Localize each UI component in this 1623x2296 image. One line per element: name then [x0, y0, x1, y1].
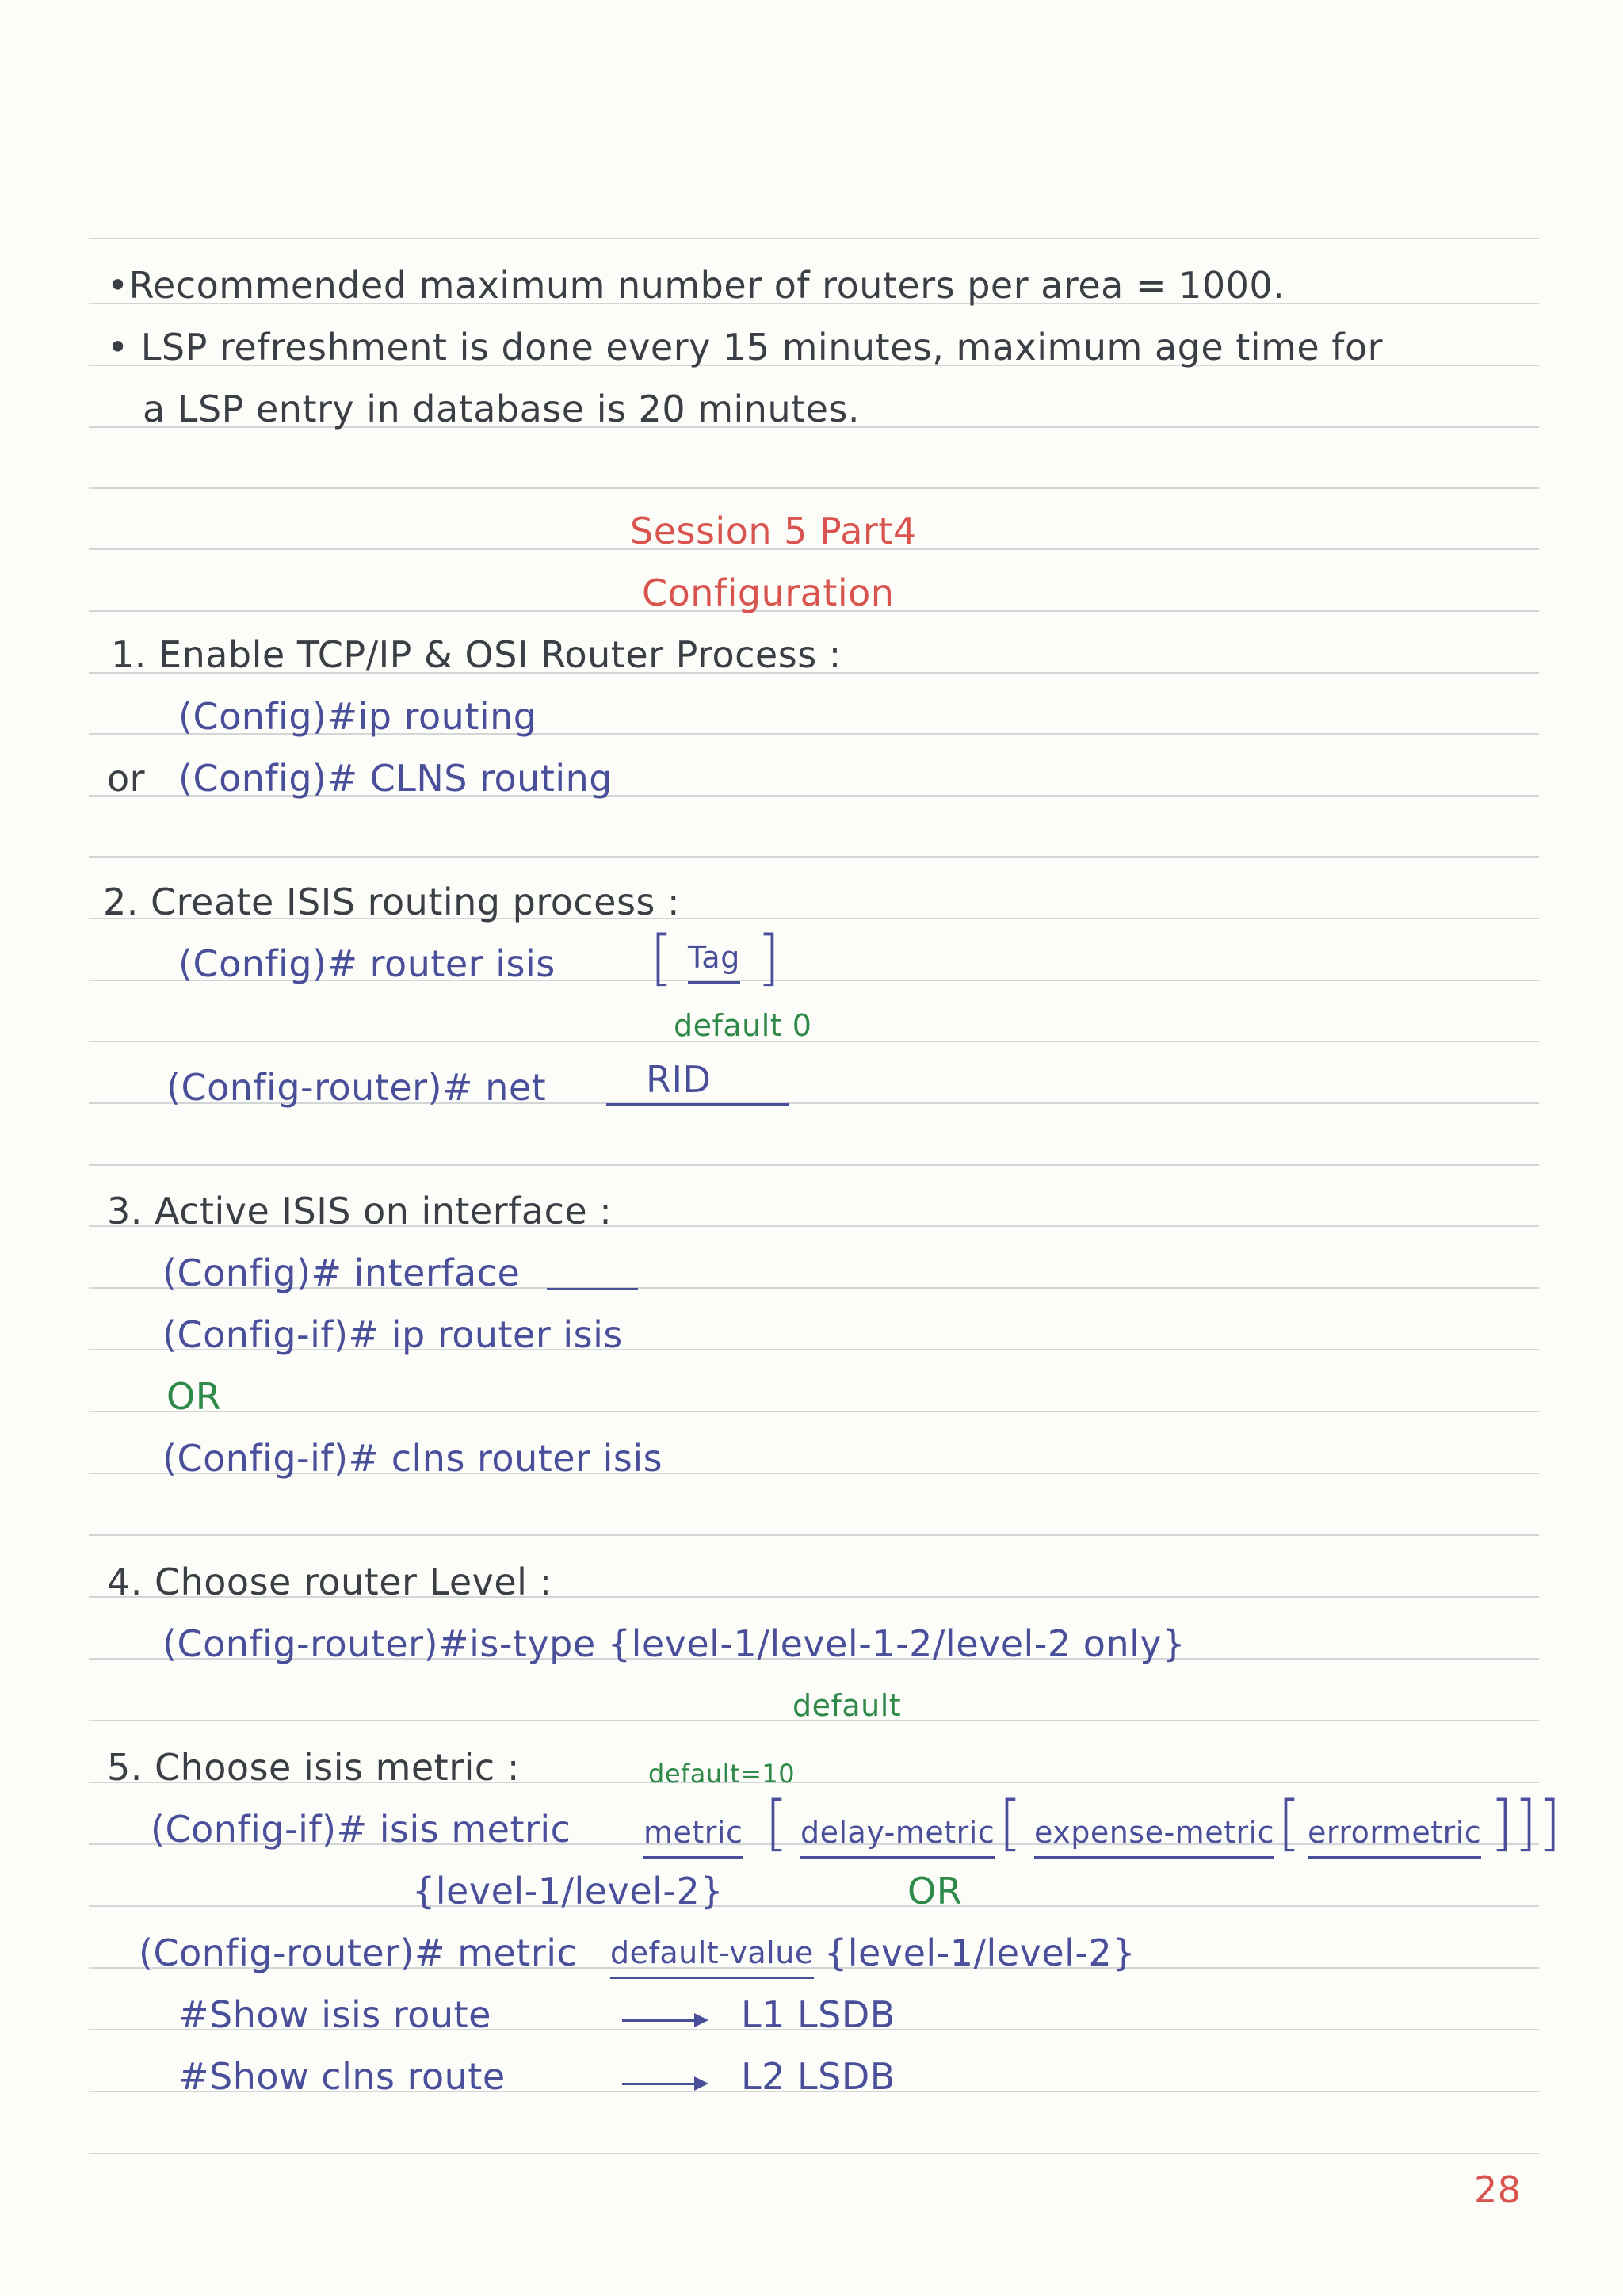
- step-3-clns-router-isis-cmd: (Config-if)# clns router isis: [162, 1437, 663, 1480]
- step-2-net-cmd: (Config-router)# net: [166, 1066, 547, 1109]
- step-3-interface-cmd: (Config)# interface: [162, 1251, 521, 1294]
- step-2-router-isis-cmd: (Config)# router isis: [178, 942, 556, 985]
- tag-label: Tag: [688, 935, 740, 984]
- interface-blank: [547, 1288, 638, 1290]
- arrow-line: [622, 2019, 697, 2022]
- step-1-or-label: or: [107, 757, 146, 800]
- step-1-title: 1. Enable TCP/IP & OSI Router Process :: [111, 633, 842, 676]
- tag-default-note: default 0: [674, 1008, 812, 1043]
- error-metric: errormetric: [1308, 1810, 1481, 1859]
- show-isis-route-cmd: #Show isis route: [178, 1993, 491, 2036]
- step-5-isis-metric-cmd: (Config-if)# isis metric: [151, 1808, 571, 1851]
- level-default-note: default: [792, 1688, 902, 1723]
- default-value: default-value: [610, 1931, 814, 1979]
- ruled-line: [89, 1164, 1539, 1166]
- arrow-icon: [694, 2076, 708, 2091]
- metric-close-brackets: ]]]: [1490, 1787, 1562, 1858]
- step-1-ip-routing-cmd: (Config)#ip routing: [178, 695, 537, 738]
- arrow-icon: [694, 2013, 708, 2027]
- step-3-ip-router-isis-cmd: (Config-if)# ip router isis: [162, 1313, 623, 1356]
- note-bullet-2: • LSP refreshment is done every 15 minutes, maximum age time for: [107, 326, 1384, 369]
- step-3-or-label: OR: [166, 1375, 222, 1418]
- delay-metric: delay-metric: [800, 1810, 995, 1859]
- ruled-line: [89, 487, 1539, 489]
- metric-default-note: default=10: [648, 1759, 796, 1789]
- step-4-is-type-cmd: (Config-router)#is-type {level-1/level-1-2/level-2 only}: [162, 1622, 1186, 1665]
- tag-close-bracket: ]: [757, 922, 781, 992]
- configuration-heading: Configuration: [642, 571, 895, 614]
- delay-open-bracket: [: [765, 1787, 789, 1858]
- router-level-choice: {level-1/level-2}: [824, 1931, 1136, 1974]
- metric-value: metric: [643, 1810, 743, 1859]
- tag-open-bracket: [: [650, 922, 674, 992]
- note-bullet-2-continued: a LSP entry in database is 20 minutes.: [143, 388, 861, 430]
- expense-metric: expense-metric: [1034, 1810, 1274, 1859]
- ruled-line: [89, 238, 1539, 239]
- step-3-title: 3. Active ISIS on interface :: [107, 1190, 613, 1232]
- error-open-bracket: [: [1277, 1787, 1302, 1858]
- rid-label: RID: [646, 1058, 712, 1101]
- metric-level-choice: {level-1/level-2}: [412, 1870, 724, 1912]
- expense-open-bracket: [: [999, 1787, 1023, 1858]
- note-bullet-1: •Recommended maximum number of routers per area = 1000.: [107, 264, 1285, 307]
- step-5-or-label: OR: [907, 1870, 963, 1912]
- ruled-line: [89, 1411, 1539, 1412]
- arrow-line: [622, 2083, 697, 2085]
- show-clns-route-cmd: #Show clns route: [178, 2055, 506, 2098]
- step-2-title: 2. Create ISIS routing process :: [103, 881, 681, 923]
- step-1-clns-routing-cmd: (Config)# CLNS routing: [178, 757, 613, 800]
- ruled-line: [89, 1041, 1539, 1042]
- rid-underline: [606, 1103, 789, 1106]
- ruled-line: [89, 2153, 1539, 2154]
- step-4-title: 4. Choose router Level :: [107, 1561, 552, 1603]
- ruled-line: [89, 1905, 1539, 1907]
- step-5-router-metric-cmd: (Config-router)# metric: [139, 1931, 578, 1974]
- l1-lsdb-result: L1 LSDB: [741, 1993, 896, 2036]
- page-number: 28: [1474, 2168, 1522, 2211]
- step-5-title: 5. Choose isis metric :: [107, 1746, 520, 1789]
- ruled-line: [89, 1534, 1539, 1536]
- session-heading: Session 5 Part4: [630, 510, 917, 552]
- ruled-line: [89, 856, 1539, 858]
- l2-lsdb-result: L2 LSDB: [741, 2055, 896, 2098]
